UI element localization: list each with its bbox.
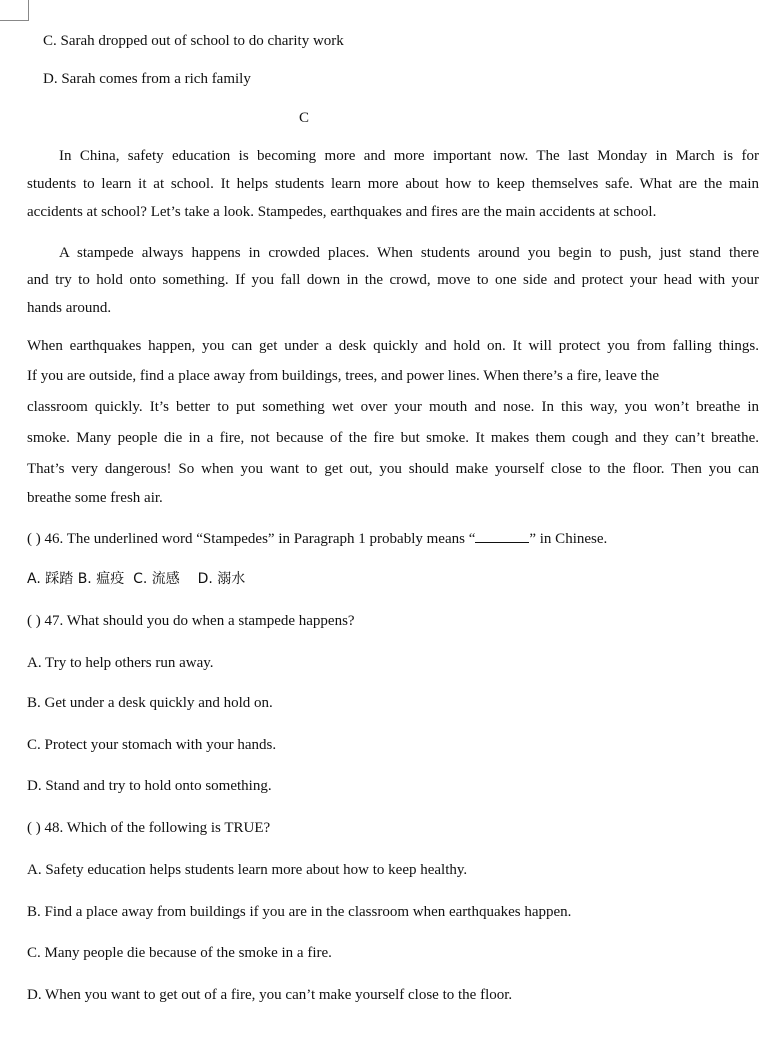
- passage-p3-line5: That’s very dangerous! So when you want to get out, you should make yourself close to the floor. Then you can: [27, 461, 759, 477]
- answer-bracket[interactable]: ( ): [27, 613, 41, 629]
- option-c[interactable]: C. 流感: [133, 571, 180, 587]
- prev-option-c: C. Sarah dropped out of school to do charity work: [43, 33, 344, 49]
- passage-p3-line6: breathe some fresh air.: [27, 490, 163, 506]
- passage-p3-line3: classroom quickly. It’s better to put something wet over your mouth and nose. In this way, you won’t breathe in: [27, 399, 759, 415]
- q47-option-b[interactable]: B. Get under a desk quickly and hold on.: [27, 695, 273, 711]
- question-48: [27, 818, 270, 838]
- question-47: [27, 611, 355, 631]
- question-stem-end: ” in Chinese.: [529, 531, 608, 547]
- question-number: 46.: [44, 531, 64, 547]
- question-stem: Which of the following is TRUE?: [66, 820, 271, 836]
- question-stem-start: The underlined word “Stampedes” in Paragraph 1 probably means “: [66, 531, 476, 547]
- q47-option-a[interactable]: A. Try to help others run away.: [27, 655, 214, 671]
- answer-blank[interactable]: [475, 528, 529, 543]
- q47-option-c[interactable]: C. Protect your stomach with your hands.: [27, 737, 277, 753]
- prev-option-d: D. Sarah comes from a rich family: [43, 71, 251, 87]
- answer-bracket[interactable]: ( ): [27, 531, 41, 547]
- option-a[interactable]: A. 踩踏: [27, 571, 74, 587]
- q48-option-c[interactable]: C. Many people die because of the smoke in a fire.: [27, 945, 332, 961]
- option-b[interactable]: B. 瘟疫: [77, 571, 125, 587]
- question-stem: What should you do when a stampede happens?: [66, 613, 355, 629]
- question-46: [27, 528, 607, 549]
- passage-p1-line1: In China, safety education is becoming more and more important now. The last Monday in March is for: [59, 148, 759, 164]
- q46-options: [27, 569, 245, 589]
- answer-bracket[interactable]: ( ): [27, 820, 41, 836]
- passage-p3-line2: If you are outside, find a place away from buildings, trees, and power lines. When there’s a fire, leave the: [27, 368, 659, 384]
- option-d[interactable]: D. 溺水: [197, 571, 246, 587]
- section-label: C: [299, 110, 310, 126]
- q48-option-b[interactable]: B. Find a place away from buildings if you are in the classroom when earthquakes happen.: [27, 904, 572, 920]
- page-corner-mark: [0, 0, 29, 21]
- q47-option-d[interactable]: D. Stand and try to hold onto something.: [27, 778, 272, 794]
- passage-p1-line2: students to learn it at school. It helps students learn more about how to keep themselves safe. What are the main: [27, 176, 759, 192]
- question-number: 48.: [44, 820, 64, 836]
- q48-option-a[interactable]: A. Safety education helps students learn more about how to keep healthy.: [27, 862, 468, 878]
- passage-p3-line4: smoke. Many people die in a fire, not because of the fire but smoke. It makes them cough and they can’t breathe.: [27, 430, 759, 446]
- passage-p1-line3: accidents at school? Let’s take a look. Stampedes, earthquakes and fires are the main accidents at school.: [27, 204, 657, 220]
- question-number: 47.: [44, 613, 64, 629]
- passage-p3-line1: When earthquakes happen, you can get under a desk quickly and hold on. It will protect you from falling things.: [27, 338, 759, 354]
- passage-p2-line3: hands around.: [27, 300, 112, 316]
- passage-p2-line2: and try to hold onto something. If you fall down in the crowd, move to one side and protect your head with your: [27, 272, 759, 288]
- q48-option-d[interactable]: D. When you want to get out of a fire, you can’t make yourself close to the floor.: [27, 987, 513, 1003]
- passage-p2-line1: A stampede always happens in crowded places. When students around you begin to push, just stand there: [59, 245, 759, 261]
